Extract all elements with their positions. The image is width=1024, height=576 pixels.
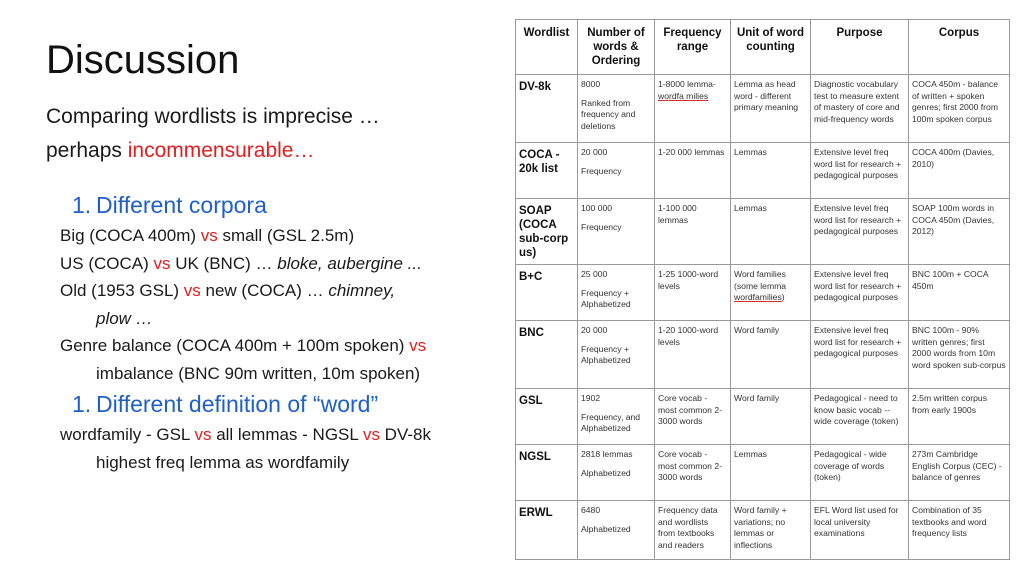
cell-count: 20 000: [581, 147, 608, 157]
cell-number: [578, 389, 655, 445]
cell-unit: Word family + variations; no lemmas or inflections: [731, 501, 811, 560]
cell-purpose: Extensive level freq word list for research + pedagogical purposes: [811, 143, 909, 199]
cell-wordlist: COCA - 20k list: [516, 143, 578, 199]
cell-unit-c: ): [781, 292, 785, 302]
cell-corpus: COCA 400m (Davies, 2010): [909, 143, 1010, 199]
header-number-of-words: Number of words & Ordering: [578, 20, 655, 75]
table-row: [516, 199, 1010, 265]
table-row: [516, 265, 1010, 321]
section-1-number: 1.: [72, 192, 92, 218]
cell-purpose: Diagnostic vocabulary test to measure extent of mastery of core and mid-frequency words: [811, 75, 909, 143]
discussion-list: [60, 188, 510, 476]
bullet-word-def-b: all lemmas - NGSL: [211, 425, 363, 444]
bullet-region: [60, 250, 510, 278]
cell-wordlist: SOAP (COCA sub-corp us): [516, 199, 578, 265]
cell-frequency: Core vocab - most common 2-3000 words: [655, 389, 731, 445]
cell-count: 2818 lemmas: [581, 449, 633, 459]
cell-purpose: Pedagogical - wide coverage of words (token): [811, 445, 909, 501]
cell-frequency: [655, 75, 731, 143]
bullet-region-b: UK (BNC) …: [170, 253, 278, 273]
header-wordlist: Wordlist: [516, 20, 578, 75]
cell-count: 1902: [581, 393, 601, 403]
vs-label: vs: [153, 253, 171, 273]
header-corpus: Corpus: [909, 20, 1010, 75]
table-row: [516, 321, 1010, 389]
intro-text: [46, 100, 380, 168]
cell-corpus: 273m Cambridge English Corpus (CEC) - balance of genres: [909, 445, 1010, 501]
cell-count: 8000: [581, 79, 601, 89]
cell-frequency: 1-20 1000-word levels: [655, 321, 731, 389]
cell-number: [578, 321, 655, 389]
cell-unit: Word family: [731, 321, 811, 389]
cell-unit: Lemmas: [731, 445, 811, 501]
cell-purpose: Pedagogical - need to know basic vocab -- wide coverage (token): [811, 389, 909, 445]
cell-purpose: EFL Word list used for local university examinations: [811, 501, 909, 560]
bullet-genre-cont: imbalance (BNC 90m written, 10m spoken): [96, 363, 421, 383]
bullet-word-def-c: DV-8k: [379, 425, 431, 444]
cell-number: [578, 75, 655, 143]
comparison-table: [515, 19, 1010, 560]
table-row: [516, 501, 1010, 560]
header-unit-of-counting: Unit of word counting: [731, 20, 811, 75]
cell-unit: Lemma as head word - different primary meaning: [731, 75, 811, 143]
cell-ordering: Frequency + Alphabetized: [581, 343, 631, 365]
bullet-age-b: new (COCA) …: [200, 281, 329, 300]
cell-number: [578, 199, 655, 265]
cell-frequency-b: wordfa milies: [658, 90, 709, 101]
intro-line-1: Comparing wordlists is imprecise …: [46, 105, 380, 128]
bullet-age-a: Old (1953 GSL): [60, 281, 184, 300]
bullet-word-def: [60, 421, 510, 449]
vs-label: vs: [194, 425, 212, 444]
cell-unit: Lemmas: [731, 199, 811, 265]
cell-ordering: Alphabetized: [581, 523, 631, 534]
bullet-age-examples-cont: plow …: [96, 308, 153, 328]
cell-corpus: BNC 100m - 90% written genres; first 2000 words from 10m word spoken sub-corpus: [909, 321, 1010, 389]
bullet-word-def-a: wordfamily - GSL: [60, 425, 195, 444]
vs-label: vs: [183, 281, 201, 300]
cell-purpose: Extensive level freq word list for research + pedagogical purposes: [811, 199, 909, 265]
vs-label: vs: [362, 425, 380, 444]
cell-ordering: Frequency, and Alphabetized: [581, 411, 641, 433]
cell-number: [578, 445, 655, 501]
cell-ordering: Alphabetized: [581, 467, 631, 478]
cell-unit: Lemmas: [731, 143, 811, 199]
cell-ordering: Frequency + Alphabetized: [581, 287, 631, 309]
section-2-heading-text: Different definition of “word”: [96, 391, 379, 417]
bullet-region-examples: bloke, aubergine ...: [277, 253, 422, 273]
cell-wordlist: DV-8k: [516, 75, 578, 143]
bullet-genre-a: Genre balance (COCA 400m + 100m spoken): [60, 336, 410, 355]
bullet-size: [60, 222, 510, 250]
intro-highlight: incommensurable…: [127, 139, 315, 162]
bullet-genre: [60, 332, 510, 360]
bullet-size-a: Big (COCA 400m): [60, 226, 201, 245]
cell-unit-a: Word families (some lemma: [734, 269, 787, 291]
section-1-heading-text: Different corpora: [96, 192, 267, 218]
cell-count: 20 000: [581, 325, 608, 335]
cell-unit: [731, 265, 811, 321]
cell-number: [578, 501, 655, 560]
bullet-region-a: US (COCA): [60, 253, 154, 273]
cell-frequency: Frequency data and wordlists from textbooks and readers: [655, 501, 731, 560]
cell-frequency: 1-25 1000-word levels: [655, 265, 731, 321]
cell-ordering: Ranked from frequency and deletions: [581, 97, 636, 131]
cell-corpus: BNC 100m + COCA 450m: [909, 265, 1010, 321]
bullet-size-b: small (GSL 2.5m): [217, 226, 355, 245]
table-row: [516, 445, 1010, 501]
cell-number: [578, 265, 655, 321]
cell-frequency: 1-100 000 lemmas: [655, 199, 731, 265]
cell-corpus: SOAP 100m words in COCA 450m (Davies, 2012): [909, 199, 1010, 265]
table-row: [516, 75, 1010, 143]
cell-count: 100 000: [581, 203, 613, 213]
intro-line-2-prefix: perhaps: [46, 139, 128, 162]
bullet-age: [60, 277, 510, 305]
cell-frequency: 1-20 000 lemmas: [655, 143, 731, 199]
intro-line-2: [46, 134, 380, 168]
table-row: [516, 143, 1010, 199]
cell-number: [578, 143, 655, 199]
cell-frequency: Core vocab - most common 2-3000 words: [655, 445, 731, 501]
cell-wordlist: NGSL: [516, 445, 578, 501]
section-2-heading: [60, 387, 510, 421]
section-1-heading: [60, 188, 510, 222]
cell-corpus: Combination of 35 textbooks and word frequency lists: [909, 501, 1010, 560]
header-frequency-range: Frequency range: [655, 20, 731, 75]
cell-unit: Word family: [731, 389, 811, 445]
cell-wordlist: ERWL: [516, 501, 578, 560]
vs-label: vs: [409, 336, 427, 355]
bullet-word-def-cont: highest freq lemma as wordfamily: [96, 452, 350, 472]
wordlist-comparison-table: [515, 19, 1009, 553]
cell-corpus: 2.5m written corpus from early 1900s: [909, 389, 1010, 445]
cell-count: 25 000: [581, 269, 608, 279]
vs-label: vs: [200, 226, 218, 245]
cell-count: 6480: [581, 505, 601, 515]
cell-wordlist: B+C: [516, 265, 578, 321]
cell-frequency-a: 1-8000 lemma-: [658, 79, 716, 89]
cell-purpose: Extensive level freq word list for research + pedagogical purposes: [811, 265, 909, 321]
section-2-number: 1.: [72, 391, 92, 417]
table-row: [516, 389, 1010, 445]
header-purpose: Purpose: [811, 20, 909, 75]
cell-corpus: COCA 450m - balance of written + spoken genres; first 2000 from 100m spoken corpus: [909, 75, 1010, 143]
slide-title: Discussion: [46, 38, 240, 82]
bullet-age-examples: chimney,: [328, 281, 396, 300]
cell-unit-b: wordfamilies: [734, 292, 782, 302]
cell-wordlist: BNC: [516, 321, 578, 389]
cell-ordering: Frequency: [581, 221, 622, 232]
cell-wordlist: GSL: [516, 389, 578, 445]
table-header-row: [516, 20, 1010, 75]
cell-purpose: Extensive level freq word list for research + pedagogical purposes: [811, 321, 909, 389]
cell-ordering: Frequency: [581, 165, 622, 176]
